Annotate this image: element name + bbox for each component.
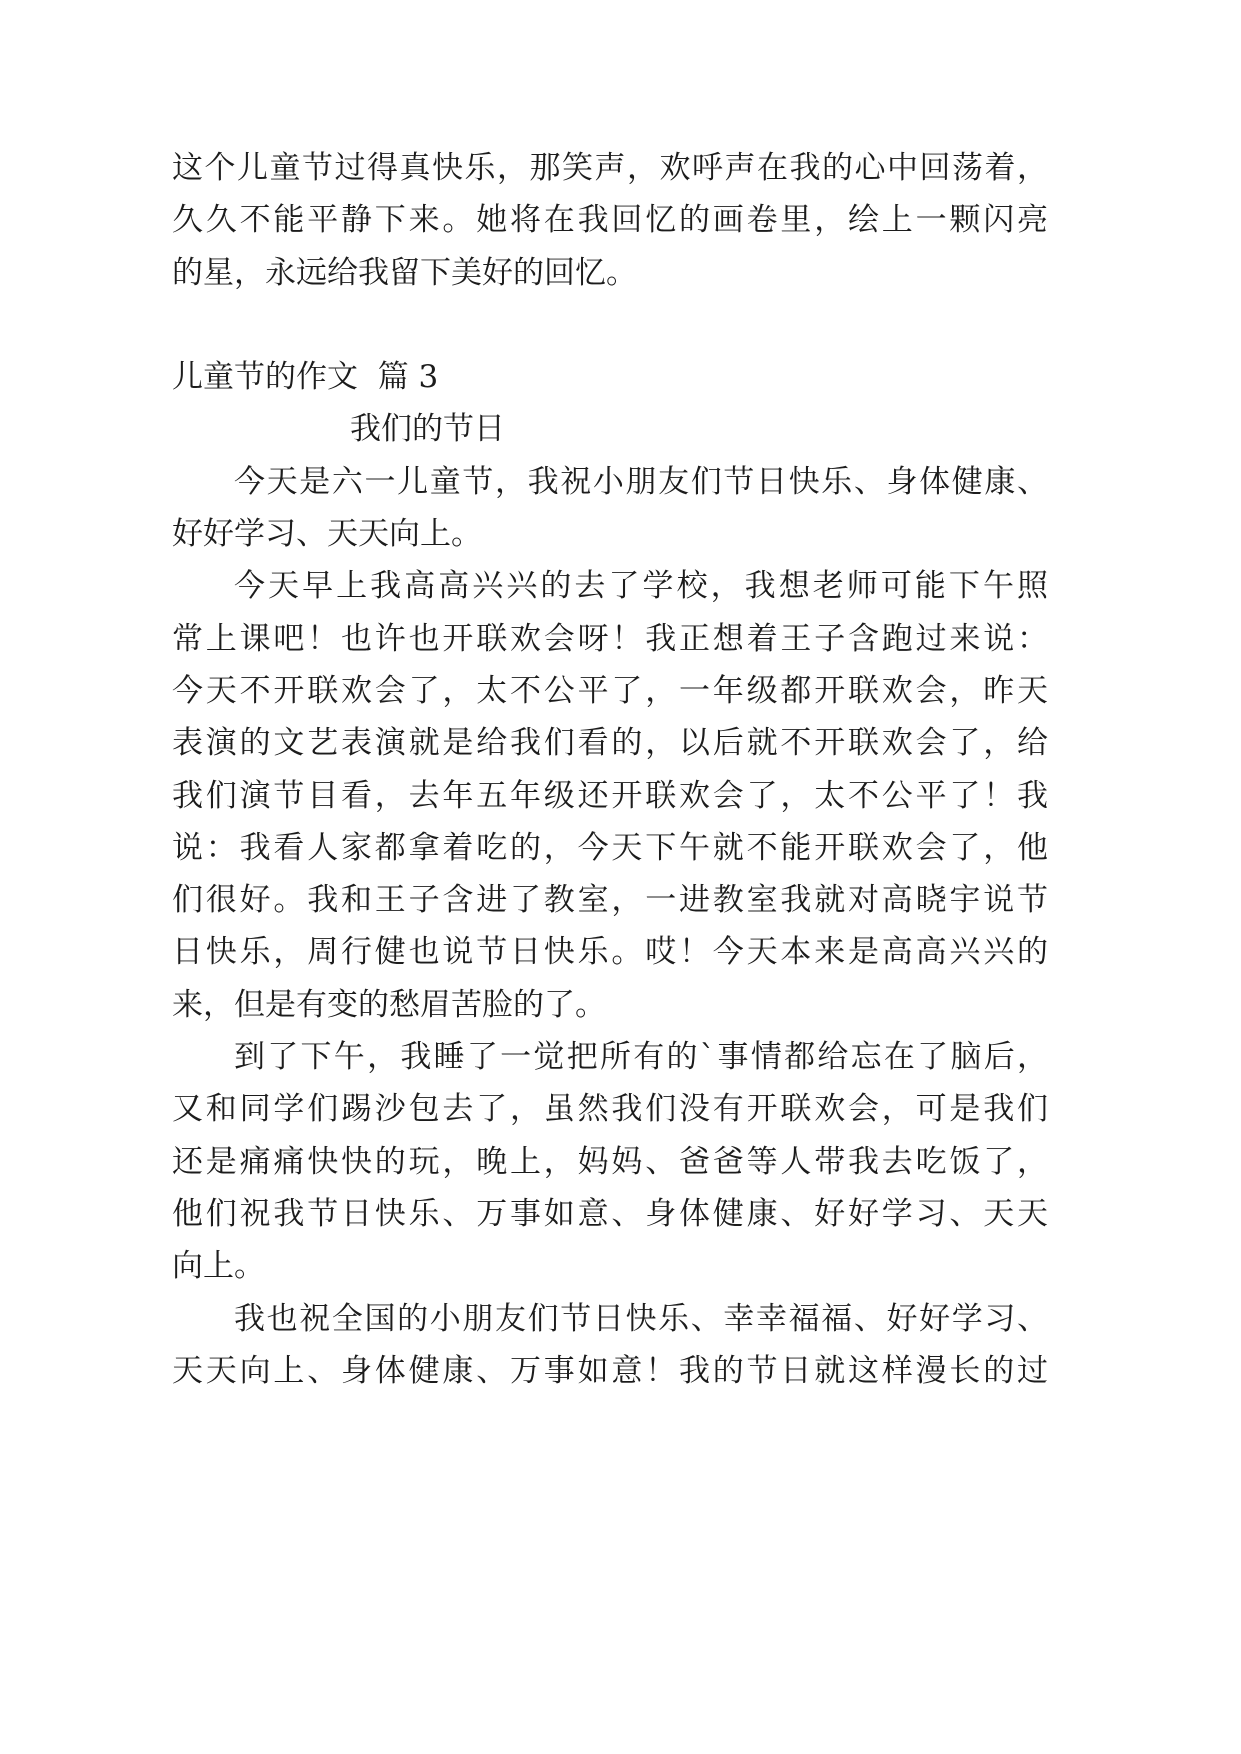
text-line: 我也祝全国的小朋友们节日快乐、幸幸福福、好好学习、: [234, 1300, 1048, 1337]
text-line: 的星，永远给我留下美好的回忆。: [172, 254, 637, 291]
text-line: 到了下午，我睡了一觉把所有的`事情都给忘在了脑后，: [234, 1039, 1048, 1076]
text-line: 久久不能平静下来。她将在我回忆的画卷里，绘上一颗闪亮: [172, 202, 1048, 239]
essay-title: 我们的节日: [350, 411, 505, 448]
section-heading: 儿童节的作文 篇 3: [172, 359, 439, 396]
text-line: 今天是六一儿童节，我祝小朋友们节日快乐、身体健康、: [234, 463, 1048, 500]
text-line: 来，但是有变的愁眉苦脸的了。: [172, 986, 606, 1023]
paragraph: [172, 1293, 1048, 1398]
text-line: 常上课吧！也许也开联欢会呀！我正想着王子含跑过来说：: [172, 620, 1048, 657]
text-line: 我们演节目看，去年五年级还开联欢会了，太不公平了！我: [172, 777, 1048, 814]
paragraph: [172, 560, 1048, 1031]
paragraph: [172, 456, 1048, 561]
text-line: 又和同学们踢沙包去了，虽然我们没有开联欢会，可是我们: [172, 1091, 1048, 1128]
text-line: 他们祝我节日快乐、万事如意、身体健康、好好学习、天天: [172, 1195, 1048, 1232]
page-content: [172, 142, 1048, 1397]
text-line: 向上。: [172, 1248, 265, 1285]
text-line: 还是痛痛快快的玩，晚上，妈妈、爸爸等人带我去吃饭了，: [172, 1143, 1048, 1180]
text-line: 天天向上、身体健康、万事如意！我的节日就这样漫长的过: [172, 1352, 1048, 1389]
text-line: 表演的文艺表演就是给我们看的，以后就不开联欢会了，给: [172, 725, 1048, 762]
previous-essay-ending: [172, 142, 1048, 299]
text-line: 今天早上我高高兴兴的去了学校，我想老师可能下午照: [234, 568, 1048, 605]
text-line: 说：我看人家都拿着吃的，今天下午就不能开联欢会了，他: [172, 829, 1048, 866]
text-line: 今天不开联欢会了，太不公平了，一年级都开联欢会，昨天: [172, 672, 1048, 709]
paragraph: [172, 1031, 1048, 1292]
text-line: 们很好。我和王子含进了教室，一进教室我就对高晓宇说节: [172, 882, 1048, 919]
text-line: 日快乐，周行健也说节日快乐。哎！今天本来是高高兴兴的: [172, 934, 1048, 971]
text-line: 好好学习、天天向上。: [172, 516, 482, 553]
text-line: 这个儿童节过得真快乐，那笑声，欢呼声在我的心中回荡着，: [172, 150, 1048, 186]
